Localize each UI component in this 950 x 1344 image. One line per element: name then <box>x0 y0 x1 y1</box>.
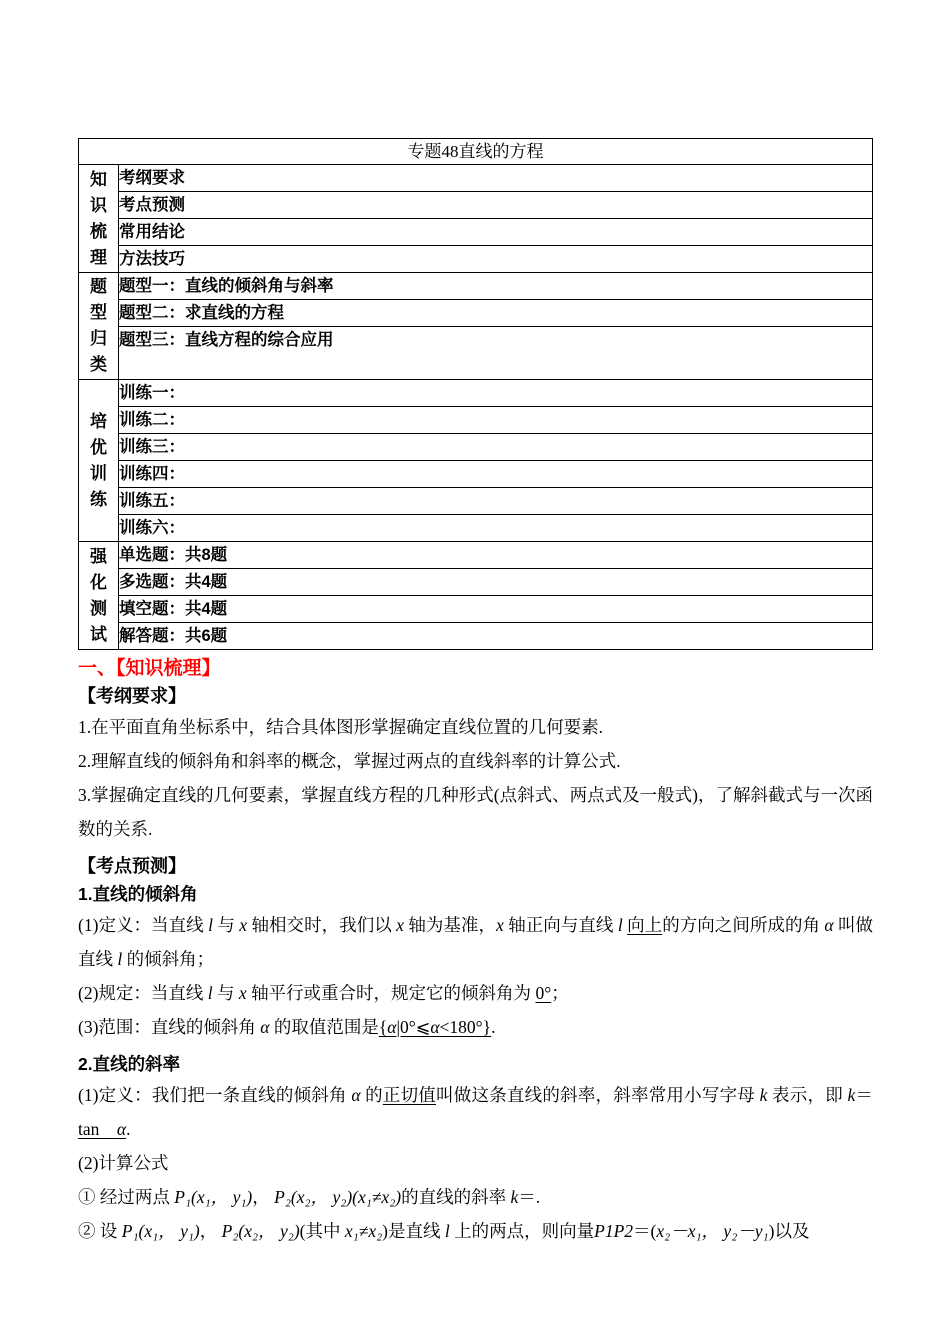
side-label-text: 知识梳理 <box>90 169 107 267</box>
text-run: . <box>126 1119 131 1139</box>
side-label-knowledge-review <box>79 165 119 273</box>
table-row-cell: 训练三： <box>119 434 873 461</box>
table-row-cell: 方法技巧 <box>119 246 873 273</box>
text-run: 叫做这条直线的斜率，斜率常用小写字母 <box>436 1085 760 1105</box>
text-run-underlined: { <box>378 1017 388 1037</box>
text-run: . <box>491 1017 496 1037</box>
side-label-question-types <box>79 273 119 380</box>
table-row-cell: 题型三：直线方程的综合应用 <box>119 327 873 380</box>
table-row <box>79 488 873 515</box>
section-heading-knowledge: 一、【知识梳理】 <box>78 658 221 679</box>
text-run: x <box>239 915 248 935</box>
para-exam-3: 3.掌握确定直线的几何要素，掌握直线方程的几种形式(点斜式、两点式及一般式)，了解斜截式与一次函数的关系. <box>78 785 873 839</box>
table-row-cell: 训练六： <box>119 515 873 542</box>
heading-exam-prediction: 【考点预测】 <box>78 856 186 876</box>
text-run: 与 <box>212 915 240 935</box>
text-run: x₁≠x₂ <box>344 1221 383 1241</box>
text-run: (3)范围：直线的倾斜角 <box>78 1017 261 1037</box>
text-run-underlined: α <box>387 1017 397 1037</box>
table-row-cell: 训练四： <box>119 461 873 488</box>
text-run: x <box>238 983 247 1003</box>
table-row <box>79 139 873 165</box>
text-run: l <box>117 949 123 969</box>
text-run: )以及 <box>768 1221 810 1241</box>
text-run: ， <box>252 1187 275 1207</box>
text-run: 的方向之间所成的角 <box>662 915 825 935</box>
para-slope-formula-1 <box>78 1180 873 1214</box>
text-run: P₂(x₂， y₂)(x₁≠x₂) <box>274 1187 402 1207</box>
text-run-underlined: tan <box>78 1119 117 1139</box>
text-run: (2)规定：当直线 <box>78 983 208 1003</box>
table-row-cell: 训练二： <box>119 407 873 434</box>
text-run: k <box>510 1187 519 1207</box>
text-run-underlined: 向上 <box>627 915 663 935</box>
table-row-cell: 常用结论 <box>119 219 873 246</box>
text-run: (1)定义：我们把一条直线的倾斜角 <box>78 1085 352 1105</box>
table-row <box>79 542 873 569</box>
text-run-underlined: 正切值 <box>382 1085 437 1105</box>
heading-inclination-angle: 1.直线的倾斜角 <box>78 884 198 904</box>
text-run: 上的两点，则向量 <box>449 1221 595 1241</box>
para-exam-2: 2.理解直线的倾斜角和斜率的概念，掌握过两点的直线斜率的计算公式. <box>78 751 621 771</box>
table-row-cell: 题型二：求直线的方程 <box>119 300 873 327</box>
text-run: 的 <box>360 1085 383 1105</box>
text-run: P₁(x₁， y₁) <box>121 1221 200 1241</box>
heading-exam-requirements: 【考纲要求】 <box>78 686 186 706</box>
table-row <box>79 515 873 542</box>
table-row-cell: 训练一： <box>119 380 873 407</box>
table-row-cell: 单选题：共8题 <box>119 542 873 569</box>
text-run: 的倾斜角； <box>122 949 215 969</box>
text-run: (1)定义：当直线 <box>78 915 209 935</box>
heading-slope: 2.直线的斜率 <box>78 1054 181 1074</box>
text-run-underlined: <180°} <box>439 1017 492 1037</box>
table-row-cell: 解答题：共6题 <box>119 623 873 650</box>
text-run-underlined: 0° <box>535 983 552 1003</box>
text-run: x <box>496 915 504 935</box>
text-run: x₂－x₁， y₂－y₁ <box>656 1221 769 1241</box>
text-run: 表示，即 <box>767 1085 848 1105</box>
para-inclination-range <box>78 1010 873 1044</box>
para-exam-1: 1.在平面直角坐标系中，结合具体图形掌握确定直线位置的几何要素. <box>78 717 603 737</box>
table-row <box>79 300 873 327</box>
table-row <box>79 273 873 300</box>
para-slope-formula-heading: (2)计算公式 <box>78 1153 169 1173</box>
table-row-cell: 题型一：直线的倾斜角与斜率 <box>119 273 873 300</box>
table-row <box>79 434 873 461</box>
table-row <box>79 569 873 596</box>
text-run: 叫做直线 <box>78 915 874 969</box>
text-run: l <box>207 983 213 1003</box>
text-run: P₁(x₁， y₁) <box>174 1187 253 1207</box>
text-run: 轴为基准， <box>403 915 497 935</box>
text-run-underlined: |0°⩽ <box>396 1017 431 1037</box>
text-run-underlined: α <box>116 1119 127 1139</box>
table-row-cell: 考纲要求 <box>119 165 873 192</box>
text-run-underlined: α <box>430 1017 440 1037</box>
text-run: l <box>617 915 628 935</box>
text-run: x <box>396 915 404 935</box>
table-title: 专题48直线的方程 <box>79 139 873 165</box>
table-row <box>79 192 873 219</box>
table-row-cell: 多选题：共4题 <box>119 569 873 596</box>
side-label-text: 题型归类 <box>90 277 107 374</box>
text-run: 的直线的斜率 <box>401 1187 511 1207</box>
text-run: l <box>444 1221 450 1241</box>
para-slope-formula-2 <box>78 1214 873 1248</box>
side-label-text: 强化测试 <box>90 546 107 644</box>
text-run: 轴正向与直线 <box>503 915 618 935</box>
text-run: ＝ <box>855 1085 874 1105</box>
text-run: ① 经过两点 <box>78 1187 175 1207</box>
page-content <box>78 138 873 1248</box>
text-run: 与 <box>212 983 239 1003</box>
table-row <box>79 596 873 623</box>
text-run: )是直线 <box>382 1221 445 1241</box>
side-label-training <box>79 380 119 542</box>
table-row <box>79 380 873 407</box>
table-row <box>79 407 873 434</box>
text-run: 轴相交时，我们以 <box>247 915 397 935</box>
text-run: l <box>208 915 213 935</box>
text-run: α <box>260 1017 270 1037</box>
table-row <box>79 219 873 246</box>
text-run: 轴平行或重合时，规定它的倾斜角为 <box>246 983 536 1003</box>
text-run: ＝. <box>518 1187 541 1207</box>
text-run: ② 设 <box>78 1221 122 1241</box>
para-slope-definition <box>78 1078 873 1146</box>
topic-summary-table <box>78 138 873 650</box>
table-row <box>79 327 873 380</box>
table-row <box>79 461 873 488</box>
text-run: (其中 <box>299 1221 345 1241</box>
text-run: ， <box>199 1221 222 1241</box>
table-row-cell: 填空题：共4题 <box>119 596 873 623</box>
text-run: ＝( <box>633 1221 657 1241</box>
para-inclination-definition <box>78 908 873 976</box>
text-run: P1P2 <box>594 1221 634 1241</box>
text-run: P₂(x₂， y₂) <box>221 1221 300 1241</box>
side-label-test <box>79 542 119 650</box>
table-row <box>79 246 873 273</box>
text-run: α <box>824 915 834 935</box>
text-run: k <box>847 1085 856 1105</box>
text-run: ； <box>551 983 569 1003</box>
text-run: α <box>351 1085 361 1105</box>
table-row-cell: 考点预测 <box>119 192 873 219</box>
para-inclination-rule <box>78 976 873 1010</box>
table-row <box>79 165 873 192</box>
text-run: k <box>759 1085 768 1105</box>
text-run: 的取值范围是 <box>269 1017 379 1037</box>
side-label-text: 培优训练 <box>90 411 107 509</box>
table-row-cell: 训练五： <box>119 488 873 515</box>
table-row <box>79 623 873 650</box>
